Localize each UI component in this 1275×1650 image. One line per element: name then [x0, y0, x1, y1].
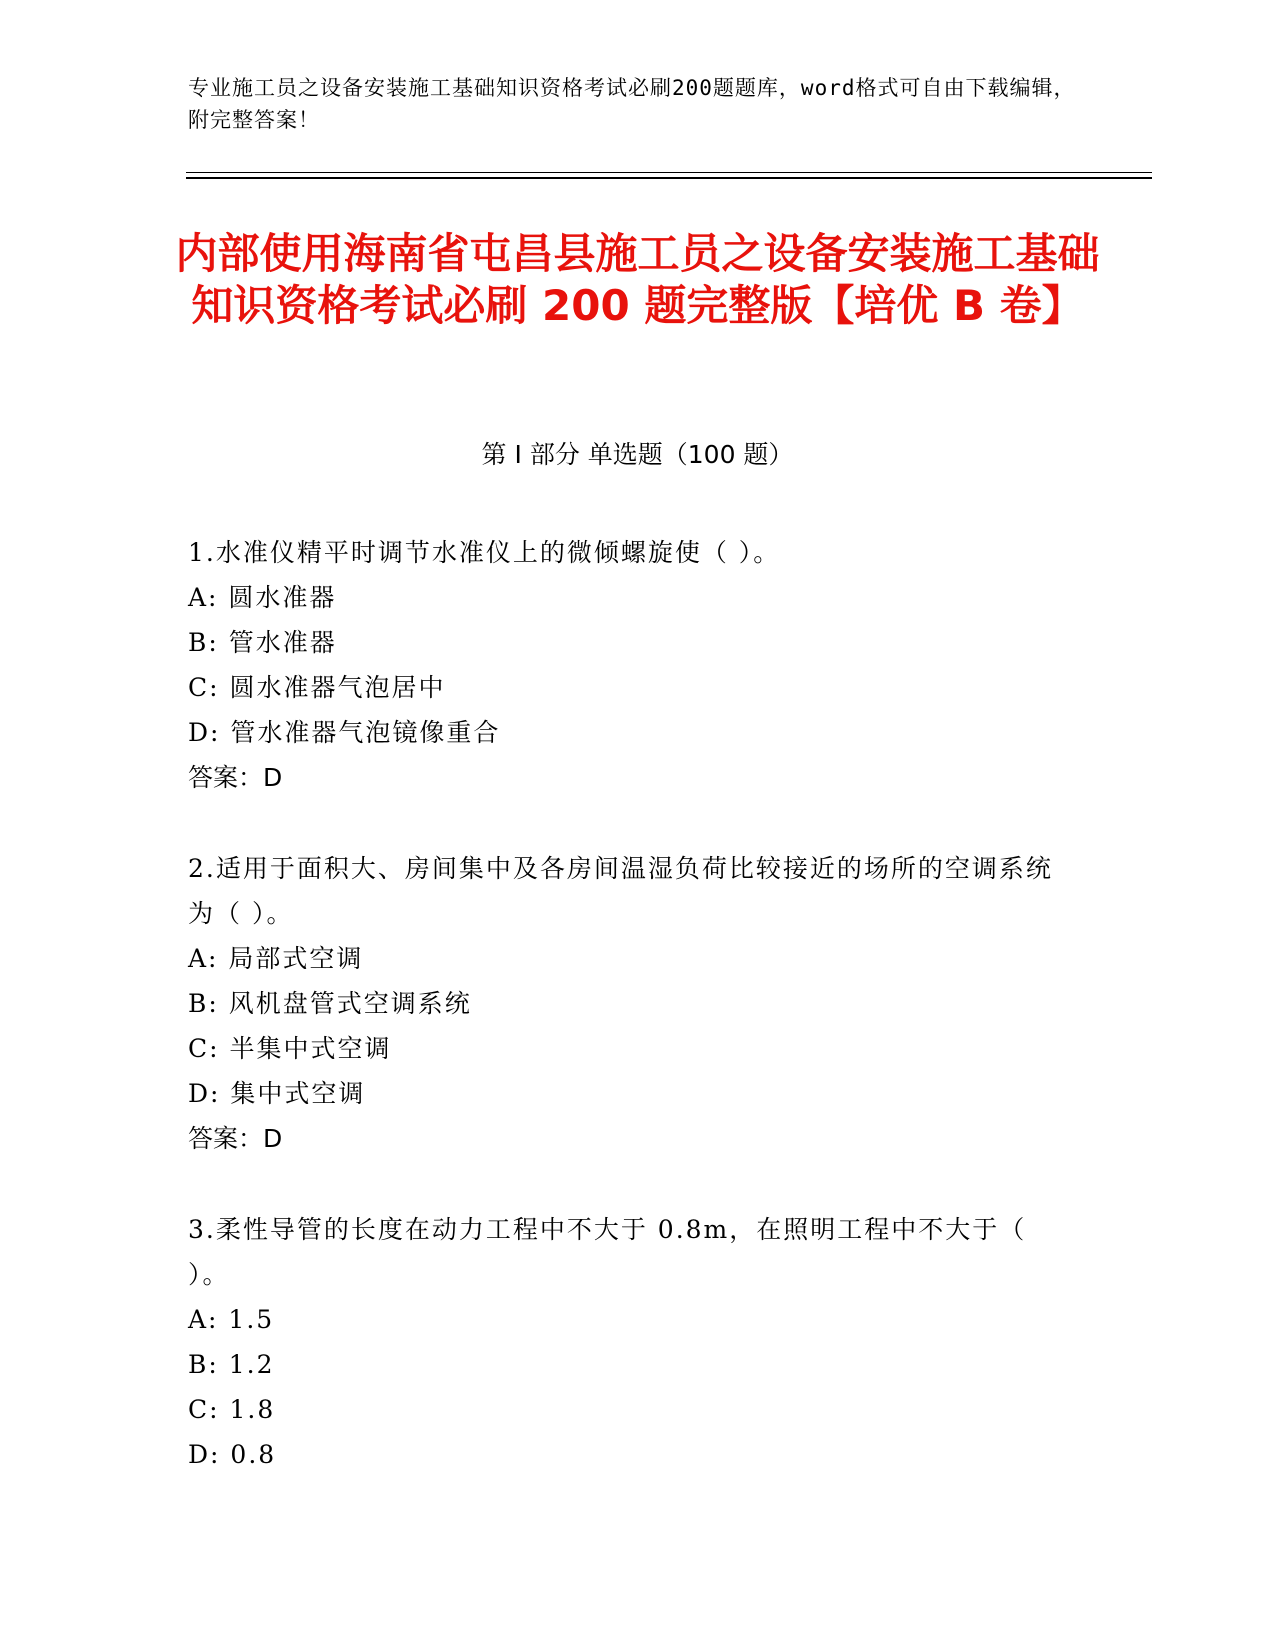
question-2: [188, 846, 1068, 1161]
section-title: 第 I 部分 单选题（100 题）: [481, 440, 794, 469]
question-stem: 2.适用于面积大、房间集中及各房间温湿负荷比较接近的场所的空调系统为（ ）。: [188, 854, 1053, 928]
option-a: A: 局部式空调: [188, 944, 364, 973]
option-d: D: 0.8: [188, 1440, 277, 1469]
option-d: D: 集中式空调: [188, 1079, 366, 1108]
answer: 答案：D: [188, 1124, 283, 1153]
option-b: B: 风机盘管式空调系统: [188, 989, 472, 1018]
question-1: [188, 530, 1068, 800]
header-divider-thin: [186, 172, 1152, 173]
document-title: 内部使用海南省屯昌县施工员之设备安装施工基础知识资格考试必刷 200 题完整版【培优 B 卷】: [175, 229, 1100, 330]
option-a: A: 1.5: [188, 1305, 275, 1334]
option-b: B: 1.2: [188, 1350, 275, 1379]
option-a: A: 圆水准器: [188, 583, 337, 612]
option-c: C: 半集中式空调: [188, 1034, 392, 1063]
question-stem: 1.水准仪精平时调节水准仪上的微倾螺旋使（ ）。: [188, 538, 781, 567]
option-b: B: 管水准器: [188, 628, 337, 657]
answer: 答案：D: [188, 763, 283, 792]
question-stem: 3.柔性导管的长度在动力工程中不大于 0.8m，在照明工程中不大于（ ）。: [188, 1215, 1027, 1289]
header-divider-thick: [186, 177, 1152, 179]
option-c: C: 圆水准器气泡居中: [188, 673, 446, 702]
document-header-note: 专业施工员之设备安装施工基础知识资格考试必刷200题题库，word格式可自由下载编辑，附完整答案！: [188, 76, 1076, 132]
question-list: [188, 530, 1068, 1523]
option-c: C: 1.8: [188, 1395, 276, 1424]
option-d: D: 管水准器气泡镜像重合: [188, 718, 501, 747]
question-3: [188, 1207, 1068, 1477]
